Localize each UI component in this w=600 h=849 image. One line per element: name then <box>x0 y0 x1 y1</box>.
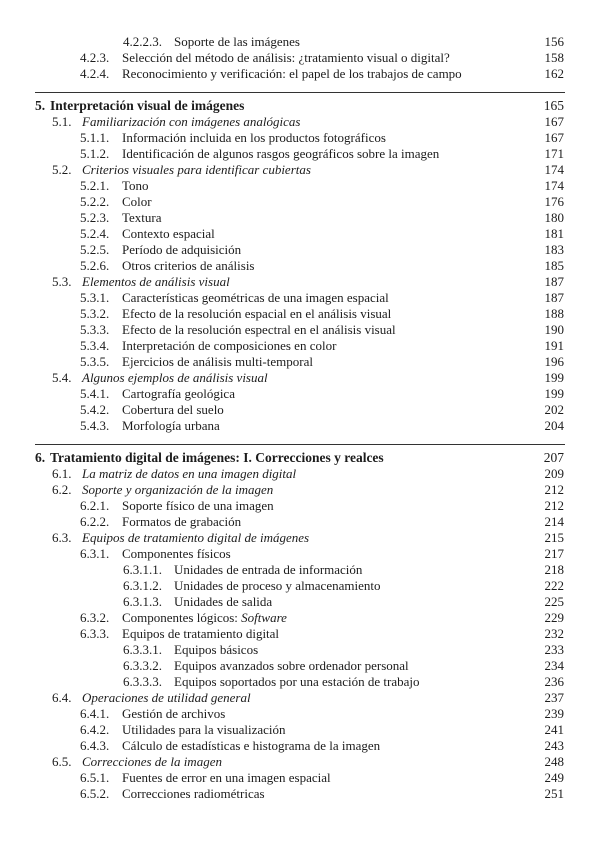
toc-entry-title-text: Familiarización con imágenes analógicas <box>82 114 301 129</box>
toc-entry-page: 212 <box>544 498 564 513</box>
toc-entry-title-text: Información incluida en los productos fotográficos <box>122 130 386 145</box>
toc-entry-page: 187 <box>544 290 564 305</box>
toc-entry-title <box>174 34 300 50</box>
toc-entry-title-text: Unidades de salida <box>174 594 273 609</box>
toc-entry-title <box>122 242 241 258</box>
toc-entry-number: 5.2. <box>52 162 72 177</box>
toc-entry-page: 243 <box>544 738 564 753</box>
toc-entry-title-text: Período de adquisición <box>122 242 242 257</box>
toc-entry-page: 217 <box>544 546 564 561</box>
toc-entry-number: 5.3.4. <box>80 338 110 353</box>
toc-entry-number: 6.4.1. <box>80 706 110 721</box>
toc-entry-page: 167 <box>544 114 564 129</box>
toc-entry-number: 4.2.3. <box>80 50 110 65</box>
toc-entry-title-text: Componentes físicos <box>122 546 231 561</box>
toc-entry-number: 5. <box>35 98 46 113</box>
toc-entry-title <box>122 498 274 514</box>
toc-entry-title-text: Contexto espacial <box>122 226 215 241</box>
toc-entry <box>0 498 600 514</box>
toc-entry-number: 5.2.1. <box>80 178 110 193</box>
toc-entry-title-text: Formatos de grabación <box>122 514 242 529</box>
toc-entry <box>0 258 600 274</box>
toc-entry <box>0 66 600 82</box>
toc-entry-page: 237 <box>544 690 564 705</box>
toc-entry <box>0 50 600 66</box>
toc-entry-title-text: Tratamiento digital de imágenes: I. Correcciones y realces <box>50 450 384 465</box>
toc-entry-title-text: Operaciones de utilidad general <box>82 690 251 705</box>
toc-entry-number: 5.4.3. <box>80 418 110 433</box>
toc-entry-number: 6.3.1.1. <box>123 562 162 577</box>
toc-entry <box>0 674 600 690</box>
toc-entry-page: 233 <box>544 642 564 657</box>
toc-entry-page: 188 <box>544 306 564 321</box>
toc-entry-page: 176 <box>544 194 564 209</box>
toc-entry-title <box>122 706 225 722</box>
toc-entry-title-text: Soporte de las imágenes <box>174 34 300 49</box>
toc-entry-page: 222 <box>544 578 564 593</box>
toc-entry-number: 6.2.1. <box>80 498 110 513</box>
toc-entry <box>0 738 600 754</box>
toc-entry-title <box>122 210 162 226</box>
toc-entry-number: 6.4.2. <box>80 722 110 737</box>
toc-entry-title <box>50 450 384 466</box>
toc-entry-page: 234 <box>544 658 564 673</box>
toc-entry <box>0 578 600 594</box>
toc-entry-number: 6.1. <box>52 466 72 481</box>
toc-entry-number: 6.3. <box>52 530 72 545</box>
toc-entry <box>0 418 600 434</box>
toc-entry <box>0 642 600 658</box>
toc-entry-title <box>122 50 450 66</box>
toc-entry-title-text: Interpretación de composiciones en color <box>122 338 337 353</box>
toc-entry <box>0 274 600 290</box>
toc-entry-title <box>122 418 220 434</box>
toc-entry-title-text: Selección del método de análisis: ¿tratamiento visual o digital? <box>122 50 450 65</box>
toc-entry-title <box>82 530 309 546</box>
toc-entry <box>0 162 600 178</box>
toc-entry-title-text: Criterios visuales para identificar cubiertas <box>82 162 311 177</box>
toc-entry-page: 158 <box>544 50 564 65</box>
toc-entry <box>0 610 600 626</box>
toc-entry <box>0 626 600 642</box>
toc-entry <box>0 482 600 498</box>
toc-entry-page: 185 <box>544 258 564 273</box>
toc-entry <box>0 786 600 802</box>
toc-entry-number: 6.3.1.2. <box>123 578 162 593</box>
toc-entry-title <box>122 66 462 82</box>
toc-entry-page: 187 <box>544 274 564 289</box>
toc-entry <box>0 402 600 418</box>
toc-entry-number: 5.2.3. <box>80 210 110 225</box>
toc-entry-title-text: Cartografía geológica <box>122 386 235 401</box>
toc-entry-number: 5.3.1. <box>80 290 110 305</box>
toc-entry-title-text: Reconocimiento y verificación: el papel de los trabajos de campo <box>122 66 462 81</box>
toc-entry <box>0 34 600 50</box>
toc-entry-number: 6.5. <box>52 754 72 769</box>
toc-entry <box>0 146 600 162</box>
toc-entry-title-text: Fuentes de error en una imagen espacial <box>122 770 331 785</box>
toc-entry-number: 5.4.2. <box>80 402 110 417</box>
toc-entry-page: 251 <box>544 786 564 801</box>
toc-entry-page: 248 <box>544 754 564 769</box>
toc-entry <box>0 194 600 210</box>
toc-entry-page: 165 <box>543 98 564 113</box>
toc-entry-title <box>122 738 380 754</box>
toc-entry <box>0 594 600 610</box>
toc-entry-title <box>174 562 362 578</box>
toc-entry-title-text: Gestión de archivos <box>122 706 226 721</box>
toc-entry-page: 207 <box>543 450 564 465</box>
toc-entry <box>0 722 600 738</box>
toc-entry-title <box>82 370 268 386</box>
toc-entry <box>0 178 600 194</box>
toc-entry-number: 5.2.6. <box>80 258 110 273</box>
toc-entry-page: 249 <box>544 770 564 785</box>
toc-entry-number: 6.3.3.2. <box>123 658 162 673</box>
toc-entry-page: 236 <box>544 674 564 689</box>
toc-entry-title-text: Cálculo de estadísticas e histograma de la imagen <box>122 738 381 753</box>
toc-entry-title-text: Equipos de tratamiento digital de imágenes <box>82 530 310 545</box>
toc-entry-number: 6.3.3.1. <box>123 642 162 657</box>
toc-entry <box>0 98 600 114</box>
toc-entry-title <box>82 162 311 178</box>
toc-entry <box>0 210 600 226</box>
toc-entry-number: 5.2.5. <box>80 242 110 257</box>
toc-entry-number: 5.3.5. <box>80 354 110 369</box>
toc-entry-title-text: Utilidades para la visualización <box>122 722 286 737</box>
toc-entry-title <box>122 402 224 418</box>
toc-entry <box>0 370 600 386</box>
toc-entry-title <box>122 226 215 242</box>
toc-entry-title-text: Tono <box>122 178 149 193</box>
toc-entry-title <box>82 466 296 482</box>
toc-entry-number: 6.2. <box>52 482 72 497</box>
toc-entry-number: 6.3.3. <box>80 626 110 641</box>
toc-entry-title <box>122 146 439 162</box>
toc-entry-title <box>122 194 152 210</box>
toc-entry-title-text: Efecto de la resolución espectral en el análisis visual <box>122 322 396 337</box>
toc-entry-page: 239 <box>544 706 564 721</box>
toc-entry-number: 5.4. <box>52 370 72 385</box>
toc-entry-title <box>82 114 300 130</box>
toc-entry-title-text: Otros criterios de análisis <box>122 258 255 273</box>
toc-entry-page: 180 <box>544 210 564 225</box>
toc-entry-page: 167 <box>544 130 564 145</box>
toc-entry-number: 4.2.4. <box>80 66 110 81</box>
toc-entry-title-text: Soporte y organización de la imagen <box>82 482 274 497</box>
toc-entry <box>0 354 600 370</box>
toc-entry <box>0 466 600 482</box>
toc-entry <box>0 754 600 770</box>
toc-entry-title <box>174 642 258 658</box>
toc-entry-title <box>174 658 409 674</box>
toc-entry-title <box>82 690 251 706</box>
toc-entry <box>0 226 600 242</box>
toc-entry-page: 183 <box>544 242 564 257</box>
toc-entry-number: 6.4. <box>52 690 72 705</box>
toc-entry-number: 5.4.1. <box>80 386 110 401</box>
toc-entry-title <box>82 754 222 770</box>
toc-entry-title-text: Equipos soportados por una estación de trabajo <box>174 674 420 689</box>
toc-entry-title-text: Color <box>122 194 152 209</box>
toc-entry-title <box>174 578 380 594</box>
toc-entry-title-text: Componentes lógicos: <box>122 610 242 625</box>
section-divider <box>35 92 565 93</box>
toc-entry-title-text: Equipos de tratamiento digital <box>122 626 280 641</box>
toc-entry <box>0 386 600 402</box>
toc-entry <box>0 546 600 562</box>
toc-entry-number: 5.1.1. <box>80 130 110 145</box>
toc-entry-number: 5.2.2. <box>80 194 110 209</box>
toc-entry-title <box>122 386 235 402</box>
toc-entry-page: 218 <box>544 562 564 577</box>
toc-entry-title <box>122 770 331 786</box>
toc-entry-page: 225 <box>544 594 564 609</box>
toc-entry-title <box>122 546 231 562</box>
toc-entry <box>0 114 600 130</box>
toc-entry-number: 6.3.1. <box>80 546 110 561</box>
toc-entry-title <box>122 786 265 802</box>
toc-entry-number: 6.2.2. <box>80 514 110 529</box>
toc-entry-title-text: Equipos avanzados sobre ordenador personal <box>174 658 409 673</box>
toc-entry-number: 5.3. <box>52 274 72 289</box>
toc-entry-page: 156 <box>544 34 564 49</box>
toc-entry-title <box>122 354 313 370</box>
toc-entry-title-text: Elementos de análisis visual <box>82 274 230 289</box>
toc-entry-title-text: Interpretación visual de imágenes <box>50 98 245 113</box>
toc-entry-number: 4.2.2.3. <box>123 34 162 49</box>
toc-entry-page: 196 <box>544 354 564 369</box>
toc-entry-number: 6. <box>35 450 46 465</box>
toc-entry-page: 162 <box>544 66 564 81</box>
toc-entry <box>0 658 600 674</box>
toc-entry-page: 229 <box>544 610 564 625</box>
toc-entry-page: 209 <box>544 466 564 481</box>
toc-entry-title-text: Características geométricas de una imagen espacial <box>122 290 389 305</box>
toc-entry-page: 232 <box>544 626 564 641</box>
toc-entry-title-text: Correcciones radiométricas <box>122 786 265 801</box>
toc-entry-title <box>174 674 420 690</box>
toc-entry-page: 190 <box>544 322 564 337</box>
toc-entry-number: 6.3.3.3. <box>123 674 162 689</box>
toc-entry <box>0 242 600 258</box>
section-divider <box>35 444 565 445</box>
toc-entry-title-text: Equipos básicos <box>174 642 259 657</box>
toc-entry-title-text: Unidades de entrada de información <box>174 562 363 577</box>
toc-entry <box>0 130 600 146</box>
toc-entry-page: 171 <box>544 146 564 161</box>
toc-entry <box>0 562 600 578</box>
toc-entry <box>0 530 600 546</box>
toc-entry-title <box>122 322 396 338</box>
toc-entry-number: 5.1.2. <box>80 146 110 161</box>
toc-entry-page: 199 <box>544 370 564 385</box>
toc-entry-title <box>122 514 241 530</box>
toc-entry-title <box>174 594 272 610</box>
toc-entry-title-text: Textura <box>122 210 162 225</box>
toc-entry-title-text: Soporte físico de una imagen <box>122 498 274 513</box>
toc-entry-title <box>122 178 149 194</box>
toc-entry-number: 6.5.1. <box>80 770 110 785</box>
toc-entry-title <box>122 338 336 354</box>
toc-entry-page: 214 <box>544 514 564 529</box>
toc-entry-title <box>122 626 279 642</box>
toc-entry-page: 215 <box>544 530 564 545</box>
toc-entry-page: 212 <box>544 482 564 497</box>
toc-entry-number: 5.1. <box>52 114 72 129</box>
toc-entry-number: 6.4.3. <box>80 738 110 753</box>
toc-entry <box>0 290 600 306</box>
toc-entry <box>0 706 600 722</box>
toc-entry-number: 5.3.2. <box>80 306 110 321</box>
toc-entry <box>0 338 600 354</box>
toc-entry-page: 181 <box>544 226 564 241</box>
toc-entry-title <box>82 482 273 498</box>
toc-entry-title <box>50 98 244 114</box>
toc-entry-page: 204 <box>544 418 564 433</box>
toc-entry-title-italic: Software <box>241 610 287 625</box>
toc-entry-title <box>122 306 391 322</box>
toc-entry-title <box>122 722 286 738</box>
toc-entry-title <box>122 290 389 306</box>
toc-entry <box>0 514 600 530</box>
toc-entry-page: 241 <box>544 722 564 737</box>
toc-entry-page: 174 <box>544 162 564 177</box>
toc-entry-number: 6.5.2. <box>80 786 110 801</box>
toc-entry-title-text: Efecto de la resolución espacial en el análisis visual <box>122 306 392 321</box>
toc-entry-number: 5.3.3. <box>80 322 110 337</box>
toc-entry-page: 191 <box>544 338 564 353</box>
toc-entry-title-text: Cobertura del suelo <box>122 402 224 417</box>
toc-entry <box>0 450 600 466</box>
toc-entry-title-text: Morfología urbana <box>122 418 220 433</box>
toc-entry-title <box>122 258 255 274</box>
toc-entry-title-text: La matriz de datos en una imagen digital <box>82 466 297 481</box>
toc-entry <box>0 322 600 338</box>
toc-entry-title-text: Unidades de proceso y almacenamiento <box>174 578 381 593</box>
toc-entry-title-text: Ejercicios de análisis multi-temporal <box>122 354 313 369</box>
toc-entry-number: 6.3.2. <box>80 610 110 625</box>
toc-entry-title <box>122 130 386 146</box>
toc-entry <box>0 770 600 786</box>
toc-entry-title-text: Algunos ejemplos de análisis visual <box>82 370 268 385</box>
toc-entry <box>0 690 600 706</box>
toc-entry-title-text: Identificación de algunos rasgos geográficos sobre la imagen <box>122 146 440 161</box>
toc-entry-number: 6.3.1.3. <box>123 594 162 609</box>
toc-entry <box>0 306 600 322</box>
toc-entry-title <box>122 610 287 626</box>
toc-entry-number: 5.2.4. <box>80 226 110 241</box>
toc-entry-title-text: Correcciones de la imagen <box>82 754 222 769</box>
toc-entry-page: 202 <box>544 402 564 417</box>
toc-entry-page: 174 <box>544 178 564 193</box>
toc-entry-page: 199 <box>544 386 564 401</box>
toc-entry-title <box>82 274 230 290</box>
